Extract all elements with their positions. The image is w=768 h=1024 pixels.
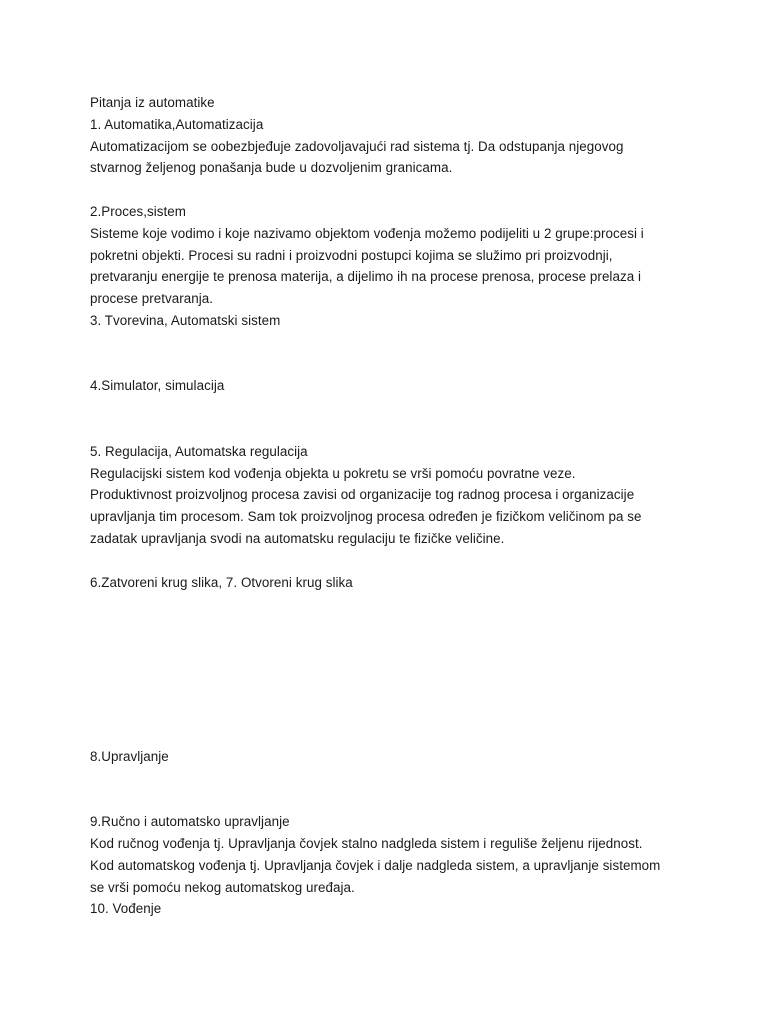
blank-line xyxy=(90,550,690,572)
question-9-heading: 9.Ručno i automatsko upravljanje xyxy=(90,814,290,830)
question-2-text-line: pokretni objekti. Procesi su radni i proizvodni postupci kojima se služimo pri proizvodnji, xyxy=(90,247,613,263)
blank-line xyxy=(90,397,690,419)
blank-line xyxy=(90,659,690,681)
question-9-text-line: Kod ručnog vođenja tj. Upravljanja čovjek stalno nadgleda sistem i reguliše željenu rijednost. xyxy=(90,836,643,852)
blank-line xyxy=(90,419,690,441)
blank-line xyxy=(90,179,690,201)
document-title: Pitanja iz automatike xyxy=(90,95,215,110)
question-9-text-line: se vrši pomoću nekog automatskog uređaja. xyxy=(90,879,355,895)
blank-line xyxy=(90,354,690,376)
blank-line xyxy=(90,615,690,637)
blank-line xyxy=(90,790,690,812)
question-4-heading: 4.Simulator, simulacija xyxy=(90,378,225,394)
question-5-text-line: zadatak upravljanja svodi na automatsku regulaciju te fizičke veličine. xyxy=(90,530,505,546)
question-6-7-heading: 6.Zatvoreni krug slika, 7. Otvoreni krug slika xyxy=(90,574,353,590)
blank-line xyxy=(90,332,690,354)
blank-line xyxy=(90,637,690,659)
question-2-text-line: pretvaranju energije te prenosa materija, a dijelimo ih na procese prenosa, procese prelaza i xyxy=(90,269,641,285)
blank-line xyxy=(90,593,690,615)
question-5-heading: 5. Regulacija, Automatska regulacija xyxy=(90,443,308,459)
question-1-text-line: Automatizacijom se oobezbjeđuje zadovoljavajući rad sistema tj. Da odstupanja njegovog xyxy=(90,138,624,154)
question-5-text-line: Regulacijski sistem kod vođenja objekta u pokretu se vrši pomoću povratne veze. xyxy=(90,465,576,481)
blank-line xyxy=(90,702,690,724)
blank-line xyxy=(90,681,690,703)
question-3-heading: 3. Tvorevina, Automatski sistem xyxy=(90,312,281,328)
question-5-text-line: Produktivnost proizvoljnog procesa zavisi od organizacije tog radnog procesa i organizacije xyxy=(90,487,635,503)
question-2-heading: 2.Proces,sistem xyxy=(90,203,187,219)
question-10-heading: 10. Vođenje xyxy=(90,901,162,917)
blank-line xyxy=(90,768,690,790)
question-9-text-line: Kod automatskog vođenja tj. Upravljanja čovjek i dalje nadgleda sistem, a upravljanje sistemom xyxy=(90,857,661,873)
question-8-heading: 8.Upravljanje xyxy=(90,748,169,764)
question-2-text-line: Sisteme koje vodimo i koje nazivamo objektom vođenja možemo podijeliti u 2 grupe:procesi i xyxy=(90,225,644,241)
question-2-text-line: procese pretvaranja. xyxy=(90,291,214,307)
question-1-heading: 1. Automatika,Automatizacija xyxy=(90,116,264,132)
document-body xyxy=(90,92,690,920)
question-5-text-line: upravljanja tim procesom. Sam tok proizvoljnog procesa određen je fizičkom veličinom pa se xyxy=(90,509,642,525)
blank-line xyxy=(90,724,690,746)
question-1-text-line: stvarnog željenog ponašanja bude u dozvoljenim granicama. xyxy=(90,160,453,176)
